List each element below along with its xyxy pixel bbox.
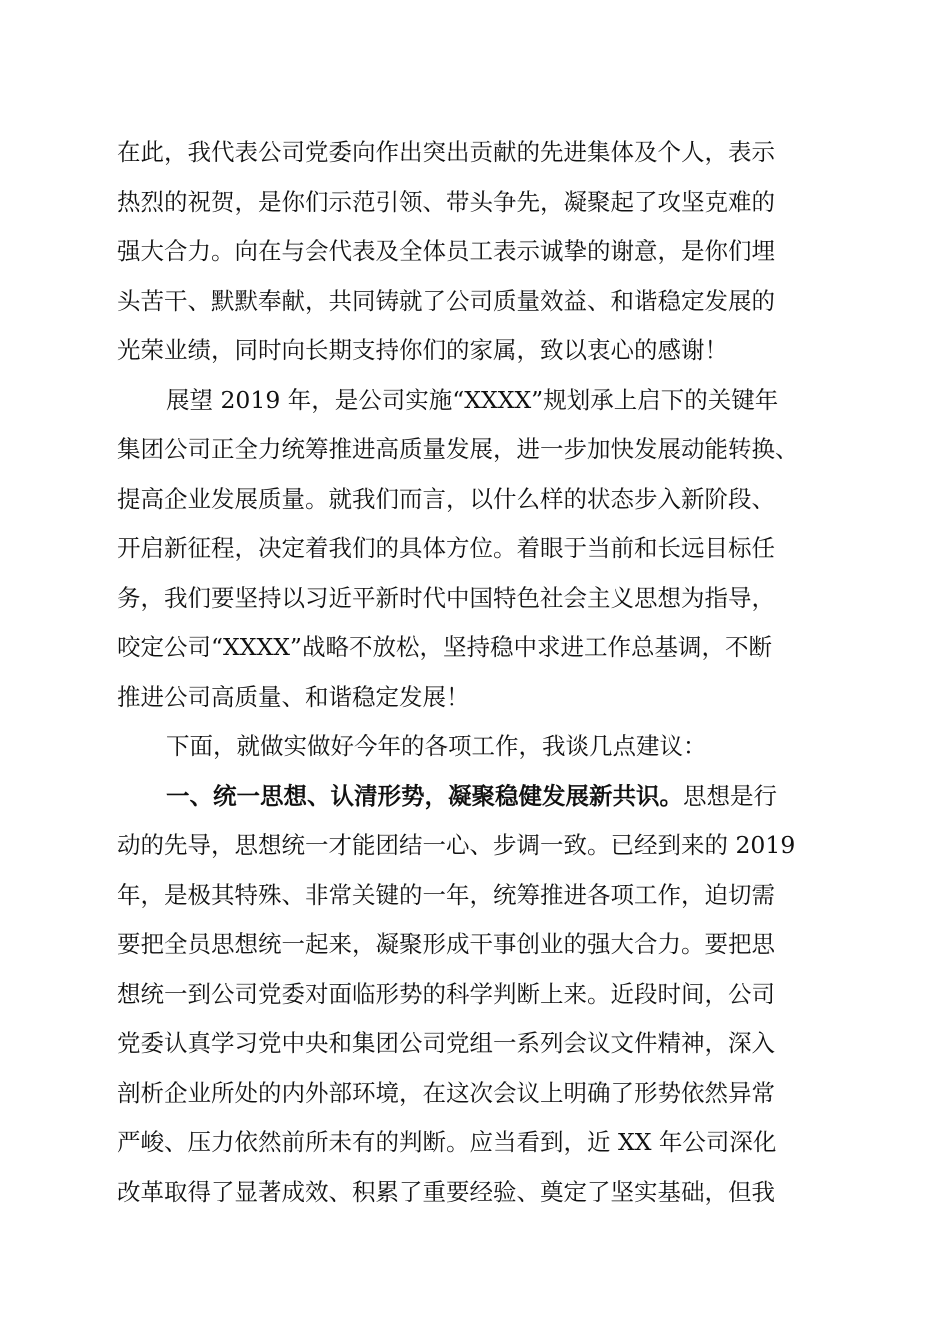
document-body xyxy=(117,128,851,1217)
section-heading: 一、统一思想、认清形势，凝聚稳健发展新共识。 xyxy=(166,781,683,810)
text-line-11: 咬定公司“XXXX”战略不放松，坚持稳中求进工作总基调，不断 xyxy=(117,633,772,661)
text-line-4: 头苦干、默默奉献，共同铸就了公司质量效益、和谐稳定发展的 xyxy=(117,286,775,315)
text-line-3: 强大合力。向在与会代表及全体员工表示诚挚的谢意，是你们埋 xyxy=(117,237,775,265)
text-line-20: 剖析企业所处的内外部环境，在这次会议上明确了形势依然异常 xyxy=(117,1078,775,1107)
section-heading-continuation: 思想是行 xyxy=(683,781,777,810)
text-line-22: 改革取得了显著成效、积累了重要经验、奠定了坚实基础，但我 xyxy=(117,1177,775,1206)
text-line-14 xyxy=(117,772,851,822)
text-line-9: 开启新征程，决定着我们的具体方位。着眼于当前和长远目标任 xyxy=(117,534,775,562)
text-line-15: 动的先导，思想统一才能团结一心、步调一致。已经到来的 2019 xyxy=(117,831,796,859)
text-line-13: 下面，就做实做好今年的各项工作，我谈几点建议： xyxy=(166,732,707,760)
text-line-16: 年，是极其特殊、非常关键的一年，统筹推进各项工作，迫切需 xyxy=(117,880,775,909)
text-line-7: 集团公司正全力统筹推进高质量发展，进一步加快发展动能转换、 xyxy=(117,435,799,463)
text-line-6: 展望 2019 年，是公司实施“XXXX”规划承上启下的关键年 xyxy=(166,385,779,414)
text-line-5: 光荣业绩，同时向长期支持你们的家属，致以衷心的感谢！ xyxy=(117,336,728,364)
text-line-2: 热烈的祝贺，是你们示范引领、带头争先，凝聚起了攻坚克难的 xyxy=(117,187,775,216)
text-line-19: 党委认真学习党中央和集团公司党组一系列会议文件精神，深入 xyxy=(117,1029,775,1057)
text-line-8: 提高企业发展质量。就我们而言，以什么样的状态步入新阶段、 xyxy=(117,484,775,513)
text-line-17: 要把全员思想统一起来，凝聚形成干事创业的强大合力。要把思 xyxy=(117,930,775,958)
text-line-18: 想统一到公司党委对面临形势的科学判断上来。近段时间，公司 xyxy=(117,979,775,1008)
text-line-12: 推进公司高质量、和谐稳定发展！ xyxy=(117,682,470,711)
text-line-10: 务，我们要坚持以习近平新时代中国特色社会主义思想为指导， xyxy=(117,583,775,612)
text-line-21: 严峻、压力依然前所未有的判断。应当看到，近 XX 年公司深化 xyxy=(117,1128,777,1156)
text-line-1: 在此，我代表公司党委向作出突出贡献的先进集体及个人，表示 xyxy=(117,138,775,166)
